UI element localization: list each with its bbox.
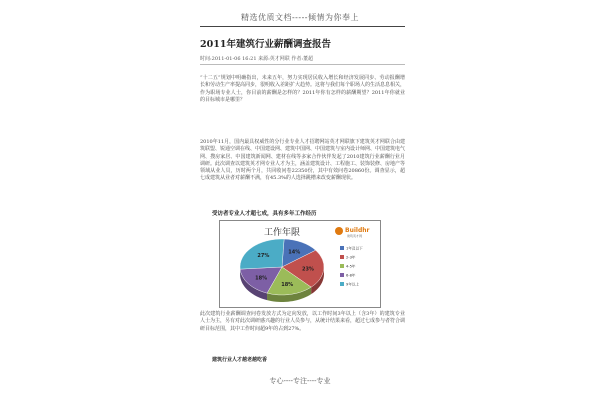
pie-label-3: 18%	[255, 275, 268, 282]
article-meta: 时间:2011-01-06 16:21 来源:英才网联 作者:董超	[200, 56, 314, 62]
pie-label-2: 18%	[281, 282, 294, 289]
legend-swatch-1	[340, 255, 344, 259]
meta-rule	[200, 64, 405, 65]
paragraph-method: 此次建筑行业薪酬调查问卷发放方式为定向发放，以工作时间3年以上（含3年）的建筑专业人士为主，另有对此次调研感兴趣的行业人员参与，从统计结果来看，超过七成参与者符合调研目标范围，其中工作时间超9年的占到27%。	[200, 311, 406, 332]
chart-title: 工作年限	[264, 228, 301, 238]
legend-swatch-4	[340, 282, 344, 286]
legend-swatch-2	[340, 264, 344, 268]
legend-swatch-3	[340, 273, 344, 277]
legend-label-0: 1年及以下	[346, 246, 363, 251]
chart-legend	[340, 246, 363, 287]
pie-label-4: 27%	[257, 252, 270, 259]
logo-subtext: 建筑英才网	[347, 234, 363, 238]
header-rule	[200, 26, 405, 27]
chart-caption: 受访者专业人才超七成，具有多年工作经历	[212, 211, 317, 217]
section-title: 建筑行业人才越老越吃香	[212, 357, 268, 363]
pie-label-0: 14%	[288, 249, 301, 256]
page-footer: 专心----专注----专业	[269, 377, 331, 385]
legend-swatch-0	[340, 246, 344, 250]
legend-label-2: 4-5年	[346, 264, 356, 269]
pie-chart	[220, 221, 380, 307]
pie-label-1: 23%	[301, 266, 314, 273]
legend-label-3: 6-8年	[346, 273, 356, 278]
chart-frame	[219, 220, 381, 308]
paragraph-intro: “十二五”规划中明确指出，未来五年，努力实现居民收入增长和经济发展同步、劳动报酬增长和劳动生产率提高同步，很明收入差距扩大趋势。这将与我们每个职场人的生活息息相关，作为职场专业人士，你目前的薪酬是怎样的？2011年你有怎样的薪酬期望？2011年你就业的目标城市是哪里？	[200, 75, 406, 103]
logo-text: Buildhr	[345, 227, 370, 234]
legend-label-4: 9年以上	[346, 282, 360, 287]
legend-label-1: 2-3年	[346, 255, 356, 260]
article-title: 2011年建筑行业薪酬调查报告	[200, 39, 331, 50]
page-header: 精选优质文档-----倾情为你奉上	[240, 13, 359, 22]
paragraph-survey: 2010年11月，国内最具权威性的分行业专业人才招聘网站英才网联旗下建筑英才网联合由建筑联盟、锐通空调在线、中国建设网、建筑中国网、中国建筑与室内设计师网、中国建筑电气网、搜房家居、中国建筑新闻网、建材在线等多家合作伙伴发起了2010建筑行业薪酬行业月调研。此次调查以建筑英才网专业人才为主，涵盖建筑设计、工程施工、装饰装修、房地产等领域从业人员，历时两个月，共回收问卷22350份，其中有效问卷20860份。调查显示，超七成建筑从业者对薪酬不满，有45.3%的人选择跳槽来改变薪酬现状。	[200, 139, 406, 182]
